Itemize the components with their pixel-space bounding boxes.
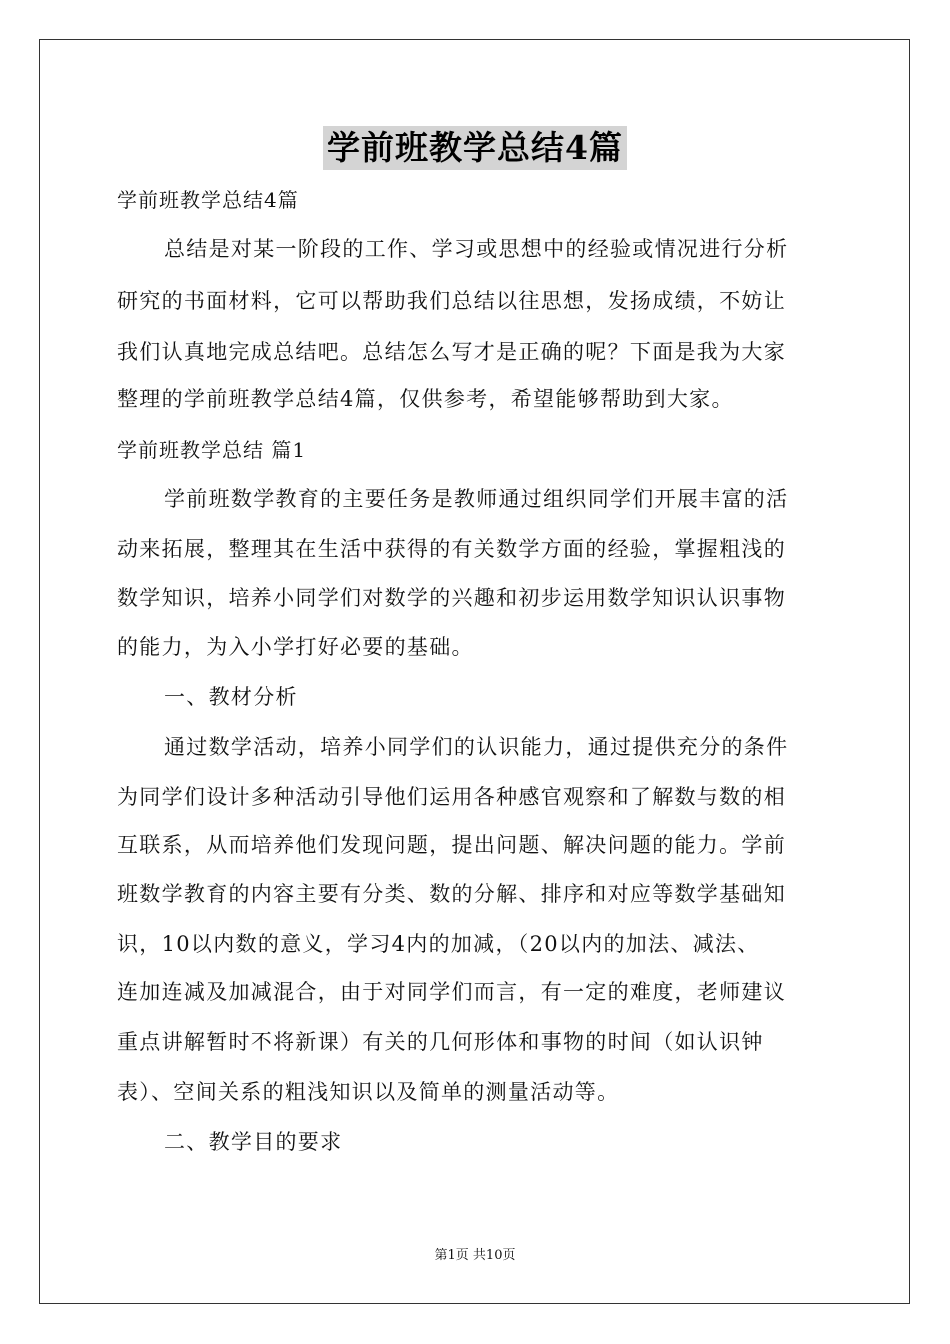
- paragraph-line: 为同学们设计多种活动引导他们运用各种感官观察和了解数与数的相: [117, 785, 786, 809]
- paragraph-line: 班数学教育的内容主要有分类、数的分解、排序和对应等数学基础知: [117, 882, 786, 906]
- paragraph-line: 表）、空间关系的粗浅知识以及简单的测量活动等。: [117, 1080, 620, 1104]
- subsection-heading: 一、教材分析: [164, 685, 298, 709]
- paragraph-line: 连加连减及加减混合，由于对同学们而言，有一定的难度，老师建议: [117, 980, 786, 1004]
- paragraph-line: 互联系，从而培养他们发现问题，提出问题、解决问题的能力。学前: [117, 833, 786, 857]
- section-heading: 学前班教学总结 篇1: [117, 438, 307, 462]
- intro-line: 整理的学前班教学总结4篇，仅供参考，希望能够帮助到大家。: [117, 387, 734, 411]
- page-number: 第1页 共10页: [434, 1248, 516, 1263]
- page-border: [39, 39, 910, 1304]
- paragraph-line: 识，10以内数的意义，学习4内的加减，（20以内的加法、减法、: [117, 932, 760, 956]
- title-container: [0, 126, 950, 170]
- paragraph-line: 数学知识，培养小同学们对数学的兴趣和初步运用数学知识认识事物: [117, 586, 786, 610]
- paragraph-line: 学前班数学教育的主要任务是教师通过组织同学们开展丰富的活: [164, 487, 789, 511]
- intro-line: 我们认真地完成总结吧。总结怎么写才是正确的呢？下面是我为大家: [117, 340, 786, 364]
- paragraph-line: 通过数学活动，培养小同学们的认识能力，通过提供充分的条件: [164, 735, 789, 759]
- paragraph-line: 动来拓展，整理其在生活中获得的有关数学方面的经验，掌握粗浅的: [117, 537, 786, 561]
- intro-line: 研究的书面材料，它可以帮助我们总结以往思想，发扬成绩，不妨让: [117, 289, 786, 313]
- document-title: 学前班教学总结4篇: [323, 126, 627, 170]
- paragraph-line: 重点讲解暂时不将新课）有关的几何形体和事物的时间（如认识钟: [117, 1030, 764, 1054]
- document-subtitle: 学前班教学总结4篇: [117, 188, 299, 212]
- paragraph-line: 的能力，为入小学打好必要的基础。: [117, 635, 474, 659]
- subsection-heading: 二、教学目的要求: [164, 1130, 343, 1154]
- intro-line: 总结是对某一阶段的工作、学习或思想中的经验或情况进行分析: [164, 237, 789, 261]
